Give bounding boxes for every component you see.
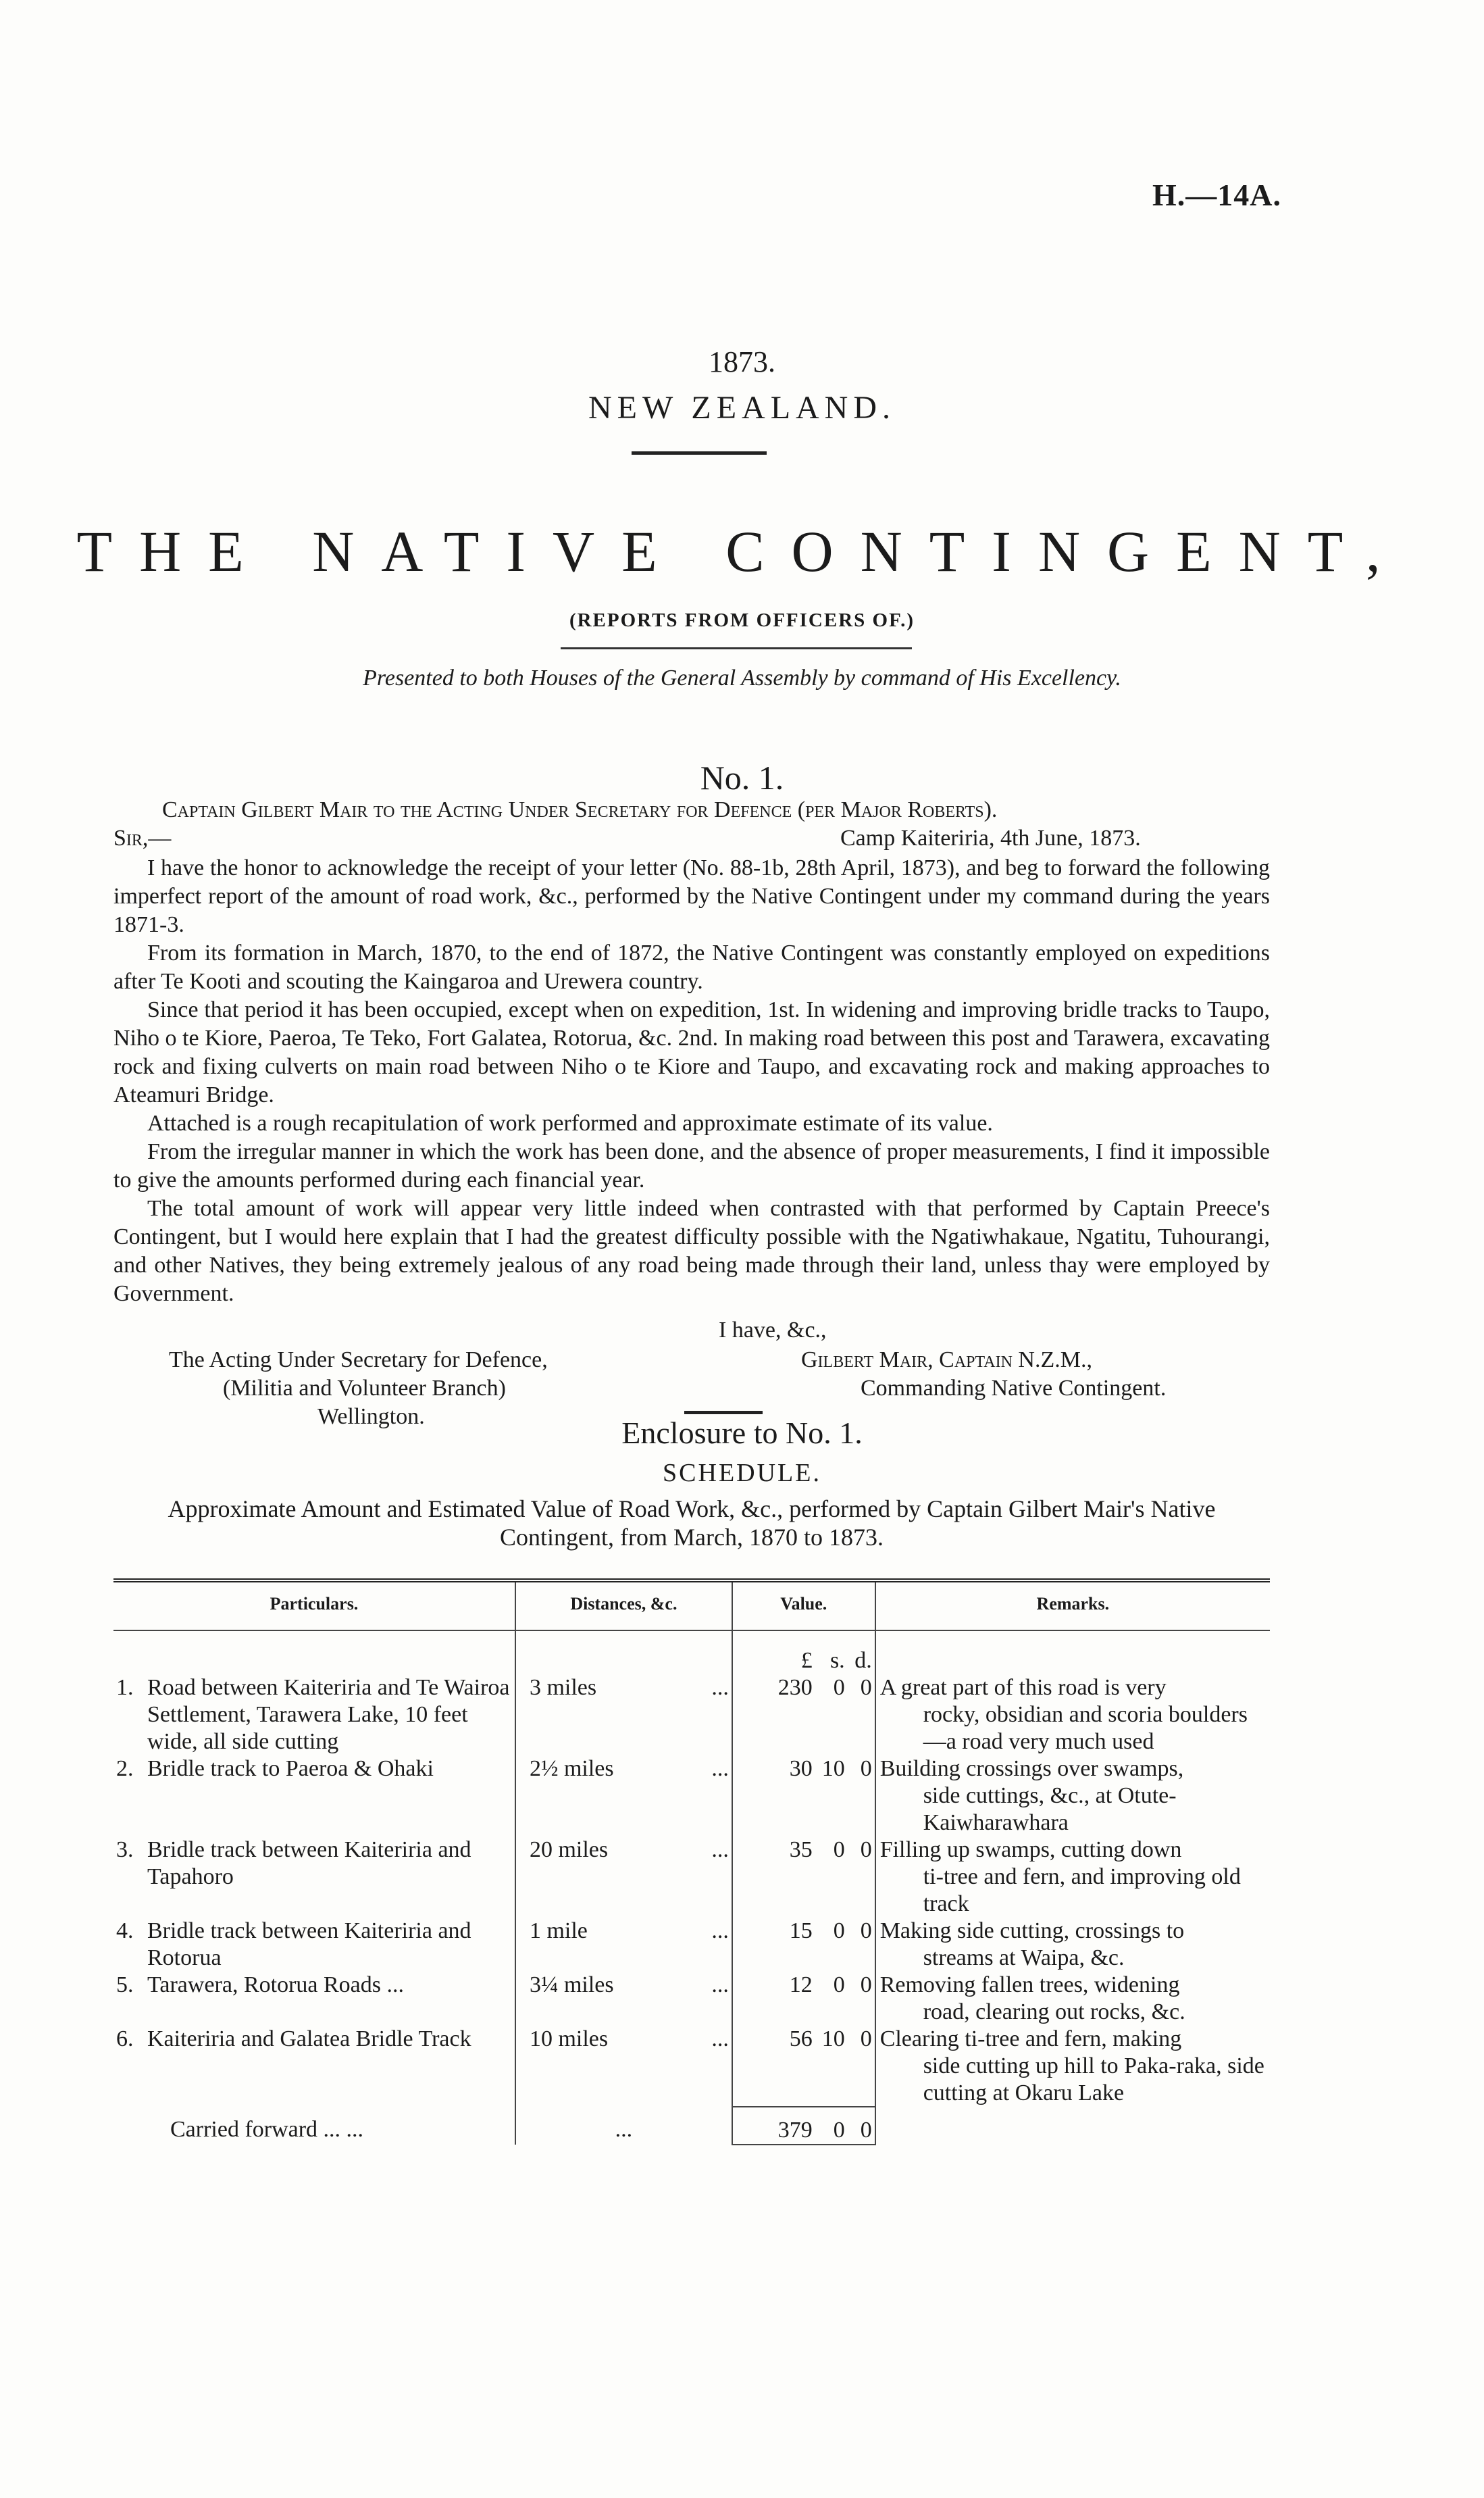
- schedule-description: Approximate Amount and Estimated Value of Road Work, &c., performed by Captain Gilbert Mair's Native Contingent, from March, 1870 to 1873.: [168, 1495, 1216, 1551]
- paragraph: From the irregular manner in which the work has been done, and the absence of proper measurements, I find it impossible to give the amounts performed during each financial year.: [113, 1139, 1270, 1193]
- row-pounds: 56: [789, 2026, 813, 2051]
- row-particular: Tarawera, Rotorua Roads ...: [147, 1972, 404, 1997]
- leader-dots: ...: [711, 2026, 729, 2051]
- country-heading: NEW ZEALAND.: [588, 390, 896, 426]
- table-row: [113, 1674, 1270, 1755]
- paragraph: The total amount of work will appear very little indeed when contrasted with that performed by Captain Preece's Contingent, but I would here explain that I had the greatest difficulty possible with the Ngatiwhakaue, Ngatitu, Tuhourangi, and other Natives, they being extremely jealous of any road being made through their land, unless thay were employed by Government.: [113, 1196, 1270, 1306]
- signature-block: [801, 1346, 1166, 1403]
- document-year: 1873.: [709, 345, 775, 378]
- salutation: Sir,—: [113, 826, 172, 851]
- row-number: 2.: [116, 1756, 134, 1781]
- page-reference: H.—14A.: [1152, 178, 1281, 212]
- row-pounds: 30: [789, 1756, 813, 1781]
- presented-line: Presented to both Houses of the General Assembly by command of His Excellency.: [363, 666, 1121, 691]
- row-particular: Bridle track to Paeroa & Ohaki: [147, 1756, 434, 1781]
- row-shillings: 10: [821, 1756, 845, 1781]
- shillings-unit: s.: [829, 1648, 845, 1673]
- signature-title: Commanding Native Contingent.: [861, 1376, 1167, 1401]
- schedule-heading: SCHEDULE.: [663, 1459, 821, 1487]
- paragraph: Since that period it has been occupied, except when on expedition, 1st. In widening and improving bridle tracks to Taupo, Niho o te Kiore, Paeroa, Te Teko, Fort Galatea, Rotorua, &c. 2nd. In making road between this post and Tarawera, excavating rock and fixing culverts on main road between Niho o te Kiore and Taupo, and excavating rock and making approaches to Ateamuri Bridge.: [113, 997, 1270, 1107]
- row-number: 4.: [116, 1918, 134, 1943]
- row-remark: Building crossings over swamps,: [879, 1756, 1184, 1781]
- leader-dots: ...: [711, 1972, 729, 1997]
- letter-heading: Captain Gilbert Mair to the Acting Under Secretary for Defence (per Major Roberts).: [162, 797, 998, 822]
- column-header: Remarks.: [875, 1580, 1270, 1630]
- carried-pounds: 379: [777, 2118, 813, 2143]
- row-distance: 3¼ miles: [529, 1972, 614, 1997]
- row-remark: Filling up swamps, cutting down: [879, 1837, 1182, 1862]
- row-number: 1.: [116, 1675, 134, 1700]
- addressee-line: (Militia and Volunteer Branch): [223, 1376, 506, 1401]
- signature-name: Gilbert Mair, Captain N.Z.M.,: [801, 1347, 1092, 1372]
- row-remark: Clearing ti-tree and fern, making: [879, 2026, 1182, 2051]
- row-distance: 10 miles: [529, 2026, 609, 2051]
- letter-body: [113, 854, 1270, 1308]
- table-row: [113, 1755, 1270, 1837]
- row-pence: 0: [860, 1918, 872, 1943]
- leader-dots: ...: [711, 1837, 729, 1862]
- enclosure-title: Enclosure to No. 1.: [621, 1416, 863, 1450]
- carried-forward-row: [113, 2107, 1270, 2145]
- letter-number: No. 1.: [700, 759, 784, 797]
- addressee-line: Wellington.: [317, 1404, 425, 1429]
- row-pence: 0: [860, 1837, 872, 1862]
- row-remark: Making side cutting, crossings to: [879, 1918, 1185, 1943]
- row-shillings: 0: [833, 1837, 845, 1862]
- row-number: 3.: [116, 1837, 134, 1862]
- table-row: [113, 1918, 1270, 1972]
- row-remark-continued: ti-tree and fern, and improving old track: [923, 1864, 1241, 1916]
- row-remark: Removing fallen trees, widening: [879, 1972, 1180, 1997]
- carried-forward-label: Carried forward ... ...: [170, 2117, 364, 2142]
- pence-unit: d.: [854, 1648, 872, 1673]
- place-date: Camp Kaiteriria, 4th June, 1873.: [840, 826, 1141, 851]
- row-pence: 0: [860, 1756, 872, 1781]
- row-distance: 3 miles: [529, 1675, 597, 1700]
- column-header: Distances, &c.: [515, 1580, 732, 1630]
- row-pounds: 12: [789, 1972, 813, 1997]
- row-shillings: 0: [833, 1675, 845, 1700]
- carried-pence: 0: [860, 2118, 872, 2143]
- leader-dots: ...: [615, 2117, 633, 2142]
- paragraph: Attached is a rough recapitulation of work performed and approximate estimate of its value.: [147, 1111, 993, 1136]
- row-pence: 0: [860, 1675, 872, 1700]
- row-distance: 1 mile: [529, 1918, 588, 1943]
- row-distance: 2½ miles: [529, 1756, 614, 1781]
- column-header: Value.: [732, 1580, 875, 1630]
- currency-units-row: [113, 1647, 1270, 1674]
- addressee-line: The Acting Under Secretary for Defence,: [169, 1347, 548, 1372]
- row-shillings: 0: [833, 1972, 845, 1997]
- row-remark-continued: side cutting up hill to Paka-raka, side cutting at Okaru Lake: [923, 2053, 1264, 2105]
- column-header: Particulars.: [113, 1580, 515, 1630]
- row-remark-continued: streams at Waipa, &c.: [923, 1945, 1125, 1970]
- leader-dots: ...: [711, 1918, 729, 1943]
- divider-rule: [632, 451, 767, 455]
- row-shillings: 10: [821, 2026, 845, 2051]
- row-particular: Bridle track between Kaiteriria and Tapahoro: [147, 1837, 471, 1889]
- row-pence: 0: [860, 2026, 872, 2051]
- row-remark: A great part of this road is very: [879, 1675, 1167, 1700]
- row-remark-continued: side cuttings, &c., at Otute-Kaiwharawhara: [923, 1783, 1177, 1835]
- table-row: [113, 1972, 1270, 2026]
- leader-dots: ...: [711, 1756, 729, 1781]
- row-shillings: 0: [833, 1918, 845, 1943]
- row-pounds: 35: [789, 1837, 813, 1862]
- divider-rule: [684, 1411, 763, 1414]
- table-row: [113, 2026, 1270, 2107]
- closing: I have, &c.,: [719, 1318, 827, 1343]
- document-subtitle: (REPORTS FROM OFFICERS OF.): [569, 609, 915, 631]
- carried-shillings: 0: [833, 2118, 845, 2143]
- row-pence: 0: [860, 1972, 872, 1997]
- row-number: 6.: [116, 2026, 134, 2051]
- row-particular: Bridle track between Kaiteriria and Rotorua: [147, 1918, 471, 1970]
- pounds-unit: £: [800, 1648, 813, 1673]
- row-pounds: 230: [777, 1675, 813, 1700]
- row-distance: 20 miles: [529, 1837, 609, 1862]
- row-particular: Kaiteriria and Galatea Bridle Track: [147, 2026, 471, 2051]
- row-particular: Road between Kaiteriria and Te Wairoa Settlement, Tarawera Lake, 10 feet wide, all side cutting: [147, 1675, 510, 1754]
- schedule-table: [113, 1578, 1270, 2145]
- paragraph: I have the honor to acknowledge the receipt of your letter (No. 88-1b, 28th April, 1873), and beg to forward the following imperfect report of the amount of road work, &c., performed by the Native Contingent under my command during the years 1871-3.: [113, 855, 1270, 937]
- row-pounds: 15: [789, 1918, 813, 1943]
- row-remark-continued: rocky, obsidian and scoria boulders—a road very much used: [923, 1702, 1248, 1754]
- row-remark-continued: road, clearing out rocks, &c.: [923, 1999, 1185, 2024]
- leader-dots: ...: [711, 1675, 729, 1700]
- row-number: 5.: [116, 1972, 134, 1997]
- divider-rule: [561, 647, 912, 649]
- paragraph: From its formation in March, 1870, to the end of 1872, the Native Contingent was constantly employed on expeditions after Te Kooti and scouting the Kaingaroa and Urewera country.: [113, 941, 1270, 994]
- table-row: [113, 1837, 1270, 1918]
- document-title: THE NATIVE CONTINGENT,: [76, 519, 1408, 584]
